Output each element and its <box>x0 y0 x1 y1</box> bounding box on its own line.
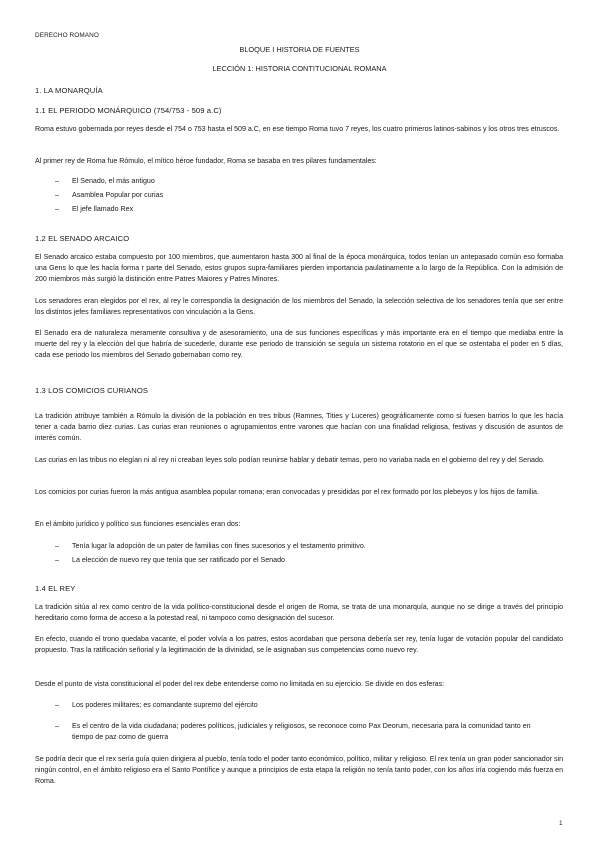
paragraph: Las curias en las tribus no elegían ni al rey ni creaban leyes solo podían reunirse hablar y debatir temas, pero no variaba nada en el gobierno del rey y del Senado. <box>35 456 545 464</box>
paragraph: La tradición sitúa al rex como centro de la vida político-constitucional desde el origen de Roma, se trata de una monarquía, aunque no se dirige a través del principio hereditario como forma de acceso a la potestad real, ni tampoco como designación del sucesor. <box>35 603 563 623</box>
paragraph: El Senado arcaico estaba compuesto por 100 miembros, que aumentaron hasta 300 al final de la época monárquica, todos tenían un antepasado común eso formaba una Gens lo que les hacía forma r parte del Senado, estos grupos supra-familiares pierden importancia paulatinamente a lo largo de la República. Con la admisión de 200 miembros más surgió la distinción entre Patres Maiores y Patres Minores. <box>35 253 563 284</box>
paragraph: Los senadores eran elegidos por el rex, al rey le correspondía la designación de los miembros del Senado, la selección selectiva de los senadores tenía que ser entre los distintos jefes familiares representativos con vinculación a la Gens. <box>35 297 563 317</box>
subsection-heading: 1.4 EL REY <box>35 584 76 593</box>
paragraph: La tradición atribuye también a Rómulo la división de la población en tres tribus (Ramnes, Tities y Luceres) geográficamente como si fuesen barrios lo que les hacía tener a cada barrio diez curias. Las curias eran reuniones o agrupamientos entre varones que hacían con una finalidad religiosa, festivas y discusión de asuntos de interés común. <box>35 412 563 443</box>
document-title: BLOQUE I HISTORIA DE FUENTES <box>239 45 360 54</box>
running-header: DERECHO ROMANO <box>35 32 99 39</box>
paragraph: En efecto, cuando el trono quedaba vacante, el poder volvía a los patres, estos acordaban que persona debería ser rey, tenía lugar de votación popular del candidato propuesto. Tras la ratificación señorial y la legitimación de la divinidad, se le asignaban sus competencias como nuevo rey. <box>35 635 563 655</box>
document-page: DERECHO ROMANO BLOQUE I HISTORIA DE FUENTES LECCIÓN 1: HISTORIA CONTITUCIONAL ROMANA 1. LA MONARQUÍA 1.1 EL PERIODO MONÁRQUICO (754/753 - 509 a.C) Roma estuvo gobernada por reyes desde el 754 o 753 hasta el 509 a.C, en ese tiempo Roma tuvo 7 reyes, los cuatro primeros latinos-sabinos y los otros tres etruscos. Al primer rey de Roma fue Rómulo, el mítico héroe fundador, Roma se basaba en tres pilares fundamentales: – El Senado, el más antiguo – Asamblea Popular por curias – El jefe llamado Rex 1.2 EL SENADO ARCAICO El Senado arcaico estaba compuesto por 100 miembros, que aumentaron hasta 300 al final de la época monárquica, todos tenían un antepasado común eso formaba una Gens lo que les hacía forma r parte del Senado, estos grupos supra-familiares pierden importancia paulatinamente a lo largo de la República. Con la admisión de 200 miembros más surgió la distinción entre Patres Maiores y Patres Minores. Los senadores eran elegidos por el rex, al rey le correspondía la designación de los miembros del Senado, la selección selectiva de los senadores tenía que ser entre los distintos jefes familiares representativos con vinculación a la Gens. El Senado era de naturaleza meramente consultiva y de asesoramiento, una de sus funciones específicas y más importante era en el tiempo que mediaba entre la muerte del rey y la elección del que habría de sucederle, durante ese periodo de transición se seguía un sistema rotatorio en el que se ostentaba el poder en 5 días, cada ese periodo los miembros del Senado gobernaban como rey. 1.3 LOS COMICIOS CURIANOS La tradición atribuye también a Rómulo la división de la población en tres tribus (Ramnes, Tities y Luceres) geográficamente como si fuesen barrios lo que les hacía tener a cada barrio diez curias. Las curias eran reuniones o agrupamientos entre varones que hacían con una finalidad religiosa, festivas y discusión de asuntos de interés común. Las curias en las tribus no elegían ni al rey ni creaban leyes solo podían reunirse hablar y debatir temas, pero no variaba nada en el gobierno del rey y del Senado. Los comicios por curias fueron la más antigua asamblea popular romana; eran convocadas y presididas por el rex formado por los plebeyos y los hijos de familia. En el ámbito jurídico y político sus funciones esenciales eran dos: – Tenía lugar la adopción de un pater de familias con fines sucesorios y el testamento primitivo. – La elección de nuevo rey que tenía que ser ratificado por el Senado 1.4 EL REY La tradición sitúa al rex como centro de la vida político-constitucional desde el origen de Roma, se trata de una monarquía, aunque no se dirige a través del principio hereditario como forma de acceso a la potestad real, ni tampoco como designación del sucesor. En efecto, cuando el trono quedaba vacante, el poder volvía a los patres, estos acordaban que persona debería ser rey, tenía lugar de votación popular del candidato propuesto. Tras la ratificación señorial y la legitimación de la divinidad, se le asignaban sus competencias como nuevo rey. Desde el punto de vista constitucional el poder del rex debe entenderse como no limitada en su ejercicio. Se divide en dos esferas: – Los poderes militares; es comandante supremo del ejército – Es el centro de la vida ciudadana; poderes políticos, judiciales y religiosos, se reconoce como Pax Deorum, necesaria para la comunidad tanto en tiempo de paz como de guerra Se podría decir que el rex sería guía quien dirigiera al pueblo, tenía todo el poder tanto económico, político, militar y religioso. El rex tenía un gran poder sancionador sin ningún control, en el ámbito religioso era el Santo Pontífice y aunque a principios de esta etapa la religión no tenía tanto poder, con los años iría cogiendo más fuerza en Roma. 1 <box>0 0 599 848</box>
paragraph: El Senado era de naturaleza meramente consultiva y de asesoramiento, una de sus funciones específicas y más importante era en el tiempo que mediaba entre la muerte del rey y la elección del que habría de sucederle, durante ese periodo de transición se seguía un sistema rotatorio en el que se ostentaba el poder en 5 días, cada ese periodo los miembros del Senado gobernaban como rey. <box>35 329 563 360</box>
paragraph: En el ámbito jurídico y político sus funciones esenciales eran dos: <box>35 520 241 528</box>
subsection-heading: 1.3 LOS COMICIOS CURIANOS <box>35 386 149 395</box>
lesson-title: LECCIÓN 1: HISTORIA CONTITUCIONAL ROMANA <box>212 64 387 73</box>
paragraph: Roma estuvo gobernada por reyes desde el 754 o 753 hasta el 509 a.C, en ese tiempo Roma tuvo 7 reyes, los cuatro primeros latinos-sabinos y los otros tres etruscos. <box>35 125 560 133</box>
page-number: 1 <box>559 820 563 827</box>
paragraph: Los comicios por curias fueron la más antigua asamblea popular romana; eran convocadas y presididas por el rex formado por los plebeyos y los hijos de familia. <box>35 488 539 496</box>
paragraph: Al primer rey de Roma fue Rómulo, el mítico héroe fundador, Roma se basaba en tres pilares fundamentales: <box>35 157 377 165</box>
subsection-heading: 1.1 EL PERIODO MONÁRQUICO (754/753 - 509 a.C) <box>35 106 222 115</box>
section-heading: 1. LA MONARQUÍA <box>35 86 103 95</box>
paragraph: Desde el punto de vista constitucional el poder del rex debe entenderse como no limitada en su ejercicio. Se divide en dos esferas: <box>35 680 445 688</box>
paragraph: Se podría decir que el rex sería guía quien dirigiera al pueblo, tenía todo el poder tanto económico, político, militar y religioso. El rex tenía un gran poder sancionador sin ningún control, en el ámbito religioso era el Santo Pontífice y aunque a principios de esta etapa la religión no tenía tanto poder, con los años iría cogiendo más fuerza en Roma. <box>35 755 563 786</box>
subsection-heading: 1.2 EL SENADO ARCAICO <box>35 234 130 243</box>
